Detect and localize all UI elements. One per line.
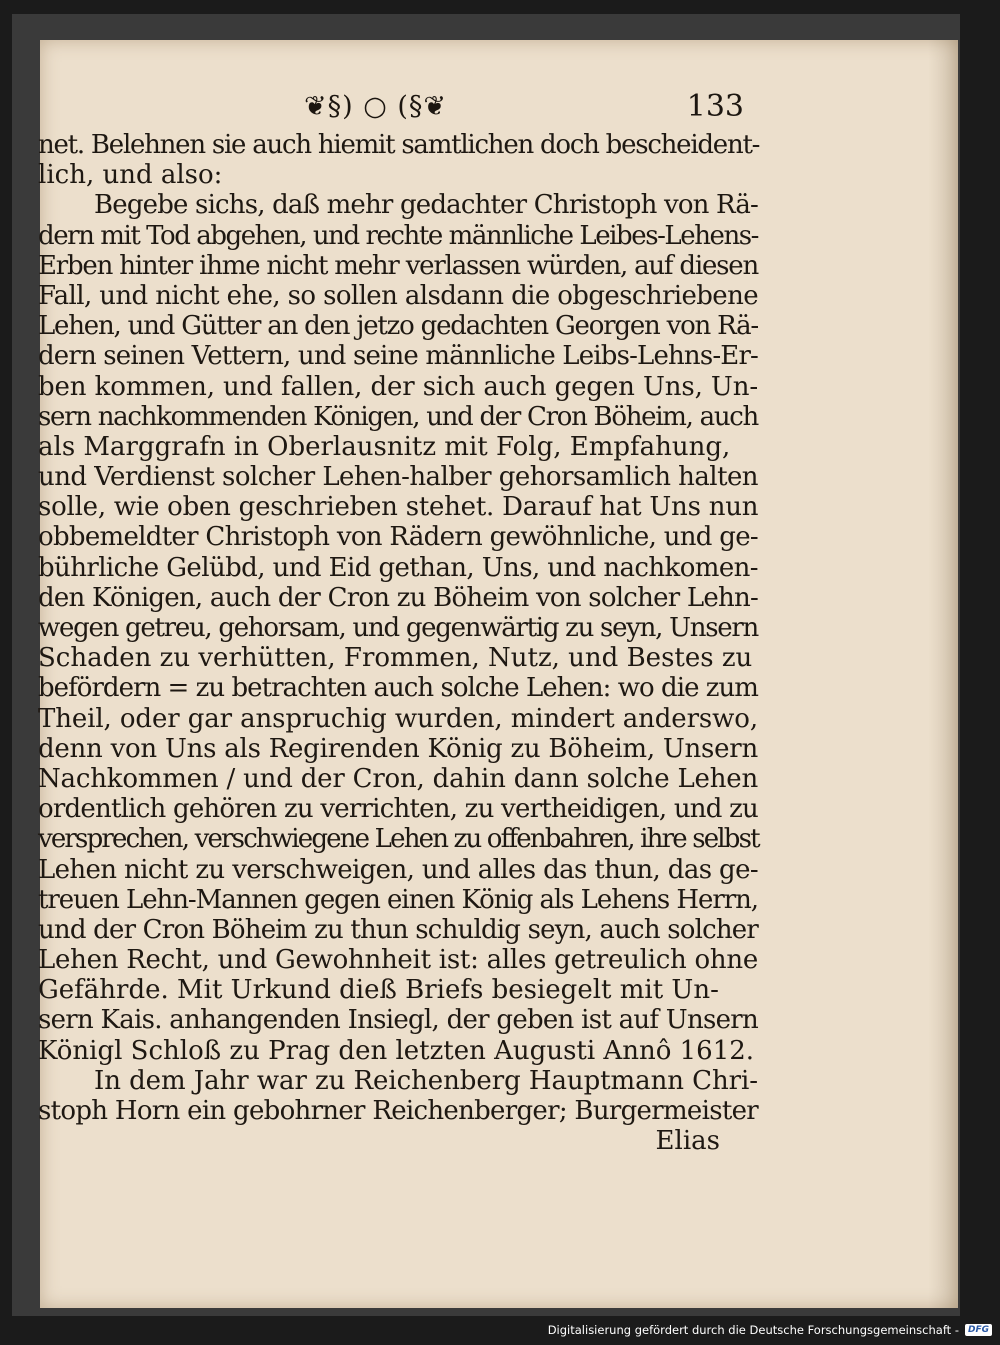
text-line: Königl Schloß zu Prag den letzten Augusti Annô 1612.	[38, 1035, 755, 1066]
text-line: sern Kais. anhangenden Insiegl, der geben ist auf Unsern	[38, 1005, 758, 1036]
header-ornament: ❦§) ○ (§❦	[304, 91, 448, 122]
text-line: den Königen, auch der Cron zu Böheim von solcher Lehn-	[38, 582, 758, 613]
text-line: dern mit Tod abgehen, und rechte männliche Leibes-Lehens-	[38, 220, 758, 251]
page-number: 133	[686, 89, 744, 124]
text-line: denn von Uns als Regirenden König zu Böheim, Unsern	[38, 733, 758, 764]
text-line: Gefährde. Mit Urkund dieß Briefs besiegelt mit Un-	[38, 975, 719, 1006]
catchword: Elias	[655, 1126, 720, 1157]
page-edge-shadow	[928, 40, 958, 1308]
text-line: Fall, und nicht ehe, so sollen alsdann die obgeschriebene	[38, 280, 758, 311]
text-line: dern seinen Vettern, und seine männliche Leibs-Lehns-Er-	[38, 341, 758, 372]
text-line: lich, und also:	[38, 160, 223, 191]
footer-credit-text: Digitalisierung gefördert durch die Deutsche Forschungsgemeinschaft -	[547, 1323, 959, 1337]
footer-credit	[548, 1321, 992, 1339]
text-line: Nachkommen / und der Cron, dahin dann solche Lehen	[38, 763, 758, 794]
text-line: net. Belehnen sie auch hiemit samtlichen doch bescheident-	[38, 130, 760, 160]
text-line: befördern = zu betrachten auch solche Lehen: wo die zum	[38, 673, 758, 704]
text-line: Erben hinter ihme nicht mehr verlassen würden, auf diesen	[38, 250, 758, 281]
body-text	[38, 130, 758, 1156]
text-line: und Verdienst solcher Lehen-halber gehorsamlich halten	[38, 462, 758, 493]
text-line: Lehen nicht zu verschweigen, und alles das thun, das ge-	[38, 854, 758, 885]
text-line: Lehen, und Gütter an den jetzo gedachten Georgen von Rä-	[38, 311, 758, 342]
text-line: versprechen, verschwiegene Lehen zu offenbahren, ihre selbst	[38, 824, 759, 855]
text-line: solle, wie oben geschrieben stehet. Darauf hat Uns nun	[38, 492, 759, 523]
text-line: In dem Jahr war zu Reichenberg Hauptmann Chri-	[94, 1065, 758, 1096]
text-line: sern nachkommenden Königen, und der Cron Böheim, auch	[38, 401, 758, 432]
page-header	[304, 89, 744, 125]
text-line: treuen Lehn-Mannen gegen einen König als Lehens Herrn,	[38, 884, 758, 915]
text-line: obbemeldter Christoph von Rädern gewöhnliche, und ge-	[38, 522, 758, 553]
text-line: stoph Horn ein gebohrner Reichenberger; Burgermeister	[38, 1096, 758, 1126]
text-line: ben kommen, und fallen, der sich auch gegen Uns, Un-	[38, 371, 758, 402]
text-line: Lehen Recht, und Gewohnheit ist: alles getreulich ohne	[38, 945, 758, 976]
text-line: Theil, oder gar anspruchig wurden, mindert anderswo,	[38, 703, 758, 734]
text-line: wegen getreu, gehorsam, und gegenwärtig zu seyn, Unsern	[38, 613, 759, 643]
text-line: als Marggrafn in Oberlausnitz mit Folg, Empfahung,	[38, 431, 731, 462]
text-line: und der Cron Böheim zu thun schuldig seyn, auch solcher	[38, 914, 758, 945]
text-line: Begebe sichs, daß mehr gedachter Christoph von Rä-	[94, 190, 758, 221]
text-line: Schaden zu verhütten, Frommen, Nutz, und Bestes zu	[38, 643, 753, 674]
text-line: ordentlich gehören zu verrichten, zu vertheidigen, und zu	[38, 794, 758, 825]
dfg-logo: DFG	[965, 1324, 992, 1336]
text-line: bührliche Gelübd, und Eid gethan, Uns, und nachkomen-	[38, 552, 758, 583]
